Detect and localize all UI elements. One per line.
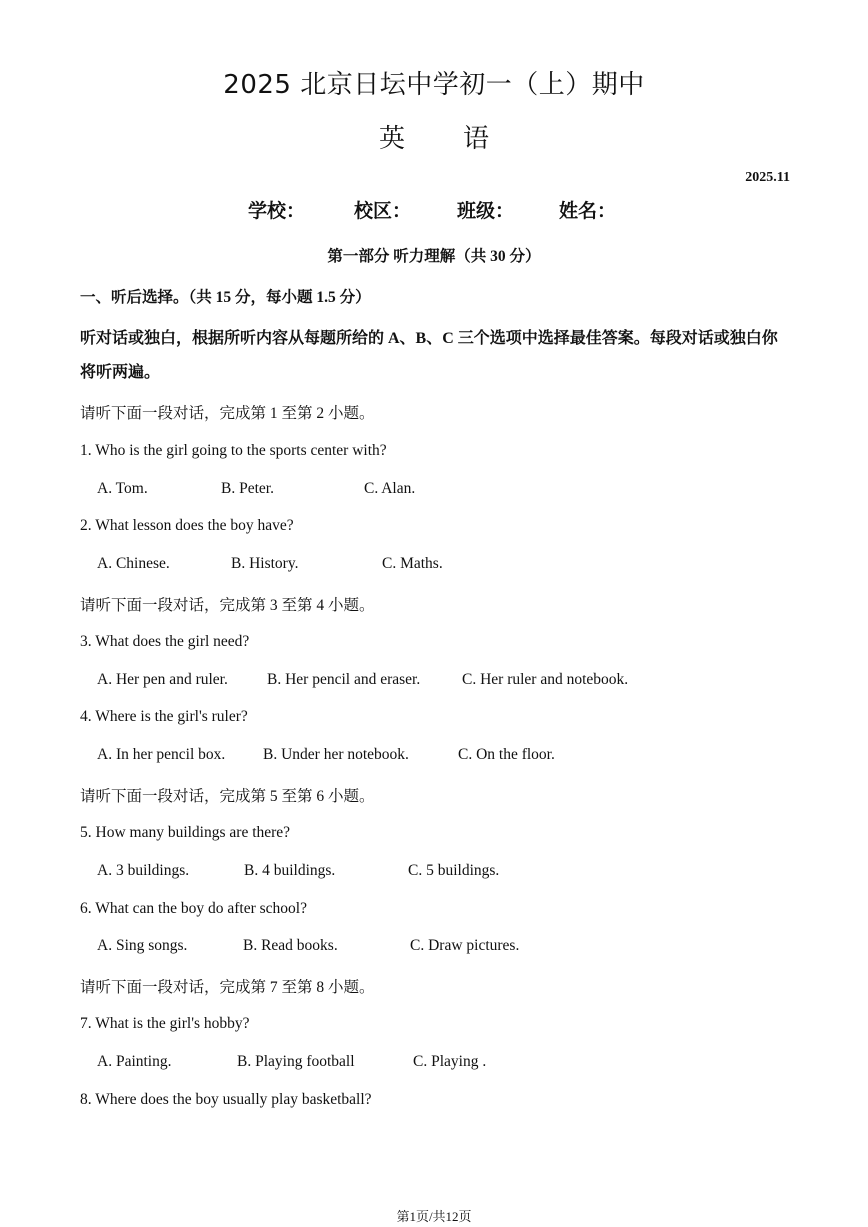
option-b: B. History.: [231, 555, 299, 572]
school-field-label: 学校：: [248, 200, 306, 222]
question-text: 5. How many buildings are there?: [80, 824, 291, 841]
section-instructions: 听对话或独白，根据所听内容从每题所给的 A、B、C 三个选项中选择最佳答案。每段对话或独白你将听两遍。: [80, 330, 778, 381]
student-info-row: [248, 196, 616, 223]
question-text: 4. Where is the girl's ruler?: [80, 708, 248, 725]
option-c: C. Playing .: [413, 1053, 487, 1070]
option-b: B. Her pencil and eraser.: [267, 671, 421, 688]
dialog-intro: 请听下面一段对话，完成第 1 至第 2 小题。: [80, 405, 375, 422]
subject-title: 英语: [378, 124, 547, 154]
option-a: A. Her pen and ruler.: [97, 671, 228, 688]
option-b: B. Under her notebook.: [263, 746, 409, 763]
dialog-intro: 请听下面一段对话，完成第 5 至第 6 小题。: [80, 788, 375, 805]
option-c: C. Alan.: [364, 480, 416, 497]
option-b: B. Read books.: [243, 937, 338, 954]
question-text: 1. Who is the girl going to the sports center with?: [80, 442, 387, 459]
campus-field-label: 校区：: [354, 200, 412, 222]
option-a: A. In her pencil box.: [97, 746, 226, 763]
option-b: B. 4 buildings.: [244, 862, 336, 879]
option-a: A. Painting.: [97, 1053, 172, 1070]
option-c: C. On the floor.: [458, 746, 555, 763]
option-c: C. Her ruler and notebook.: [462, 671, 629, 688]
option-c: C. Maths.: [382, 555, 443, 572]
question-text: 6. What can the boy do after school?: [80, 900, 307, 917]
option-a: A. Chinese.: [97, 555, 170, 572]
question-text: 3. What does the girl need?: [80, 633, 250, 650]
part-title: 第一部分 听力理解（共 30 分）: [327, 248, 541, 265]
name-field-label: 姓名：: [559, 200, 617, 222]
option-a: A. 3 buildings.: [97, 862, 190, 879]
class-field-label: 班级：: [457, 200, 515, 222]
dialog-intro: 请听下面一段对话，完成第 7 至第 8 小题。: [80, 979, 375, 996]
section-title: 一、听后选择。（共 15 分，每小题 1.5 分）: [80, 289, 371, 306]
option-c: C. 5 buildings.: [408, 862, 500, 879]
exam-date: 2025.11: [745, 170, 790, 185]
option-a: A. Tom.: [97, 480, 148, 497]
dialog-intro: 请听下面一段对话，完成第 3 至第 4 小题。: [80, 597, 375, 614]
option-a: A. Sing songs.: [97, 937, 188, 954]
question-text: 8. Where does the boy usually play basketball?: [80, 1091, 372, 1108]
option-b: B. Playing football: [237, 1053, 355, 1070]
question-text: 2. What lesson does the boy have?: [80, 517, 294, 534]
document-title: 2025 北京日坛中学初一（上）期中: [223, 70, 645, 100]
page-footer: 第1页/共12页: [396, 1209, 472, 1224]
question-text: 7. What is the girl's hobby?: [80, 1015, 250, 1032]
option-b: B. Peter.: [221, 480, 274, 497]
option-c: C. Draw pictures.: [410, 937, 520, 954]
